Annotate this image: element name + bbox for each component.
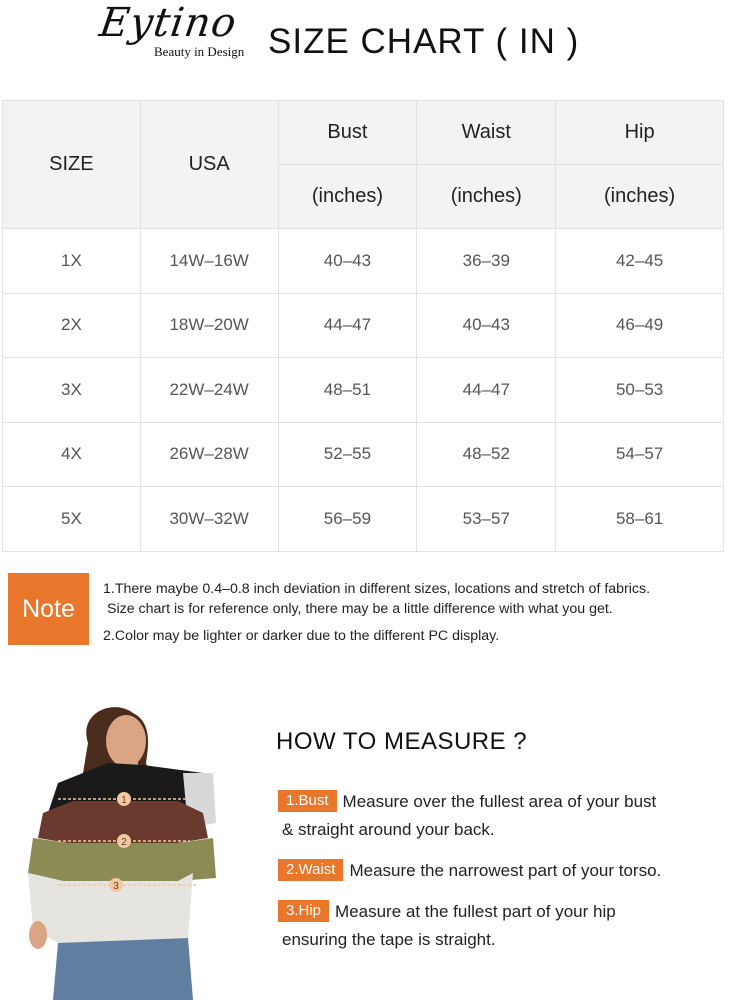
- page-title: SIZE CHART ( IN ): [268, 22, 580, 61]
- cell-usa: 26W–28W: [140, 422, 278, 487]
- size-chart-table: [2, 100, 724, 552]
- cell-bust: 56–59: [278, 487, 417, 552]
- note-line-1: 1.There maybe 0.4–0.8 inch deviation in different sizes, locations and stretch of fabrics.: [103, 581, 651, 597]
- unit-bust: (inches): [278, 165, 417, 229]
- cell-usa: 14W–16W: [140, 229, 278, 294]
- cell-bust: 40–43: [278, 229, 417, 294]
- hip-tag: 3.Hip: [278, 900, 329, 922]
- how-to-measure-title: HOW TO MEASURE ?: [276, 728, 528, 755]
- cell-usa: 18W–20W: [140, 293, 278, 358]
- cell-size: 3X: [3, 358, 141, 423]
- hip-text: Measure at the fullest part of your hip: [335, 902, 616, 921]
- table-row: [3, 358, 724, 423]
- table-header-row: [3, 101, 724, 165]
- note-line-1b: Size chart is for reference only, there may be a little difference with what you get.: [107, 601, 613, 617]
- svg-text:1: 1: [121, 795, 127, 806]
- note-line-2: 2.Color may be lighter or darker due to the different PC display.: [103, 628, 500, 644]
- bust-text: Measure over the fullest area of your bust: [342, 792, 657, 811]
- header-hip: Hip: [556, 101, 724, 165]
- brand-logo: [96, 0, 250, 70]
- table-row: [3, 487, 724, 552]
- note-text: [103, 579, 731, 646]
- cell-waist: 48–52: [417, 422, 556, 487]
- bust-tag: 1.Bust: [278, 790, 337, 812]
- cell-bust: 52–55: [278, 422, 417, 487]
- measure-bust: [278, 788, 728, 844]
- header: [0, 0, 731, 90]
- cell-waist: 44–47: [417, 358, 556, 423]
- cell-size: 4X: [3, 422, 141, 487]
- cell-bust: 48–51: [278, 358, 417, 423]
- cell-waist: 36–39: [417, 229, 556, 294]
- marker-3: [109, 878, 123, 892]
- bust-text-cont: & straight around your back.: [282, 820, 495, 839]
- cell-size: 5X: [3, 487, 141, 552]
- table-row: [3, 422, 724, 487]
- table-row: [3, 293, 724, 358]
- waist-text: Measure the narrowest part of your torso.: [349, 861, 662, 880]
- svg-text:2: 2: [121, 837, 127, 848]
- header-bust: Bust: [278, 101, 417, 165]
- cell-hip: 46–49: [556, 293, 724, 358]
- hip-text-cont: ensuring the tape is straight.: [282, 930, 496, 949]
- measure-hip: [278, 898, 728, 954]
- cell-hip: 50–53: [556, 358, 724, 423]
- table-row: [3, 229, 724, 294]
- header-size: SIZE: [3, 101, 141, 229]
- cell-hip: 54–57: [556, 422, 724, 487]
- svg-text:3: 3: [113, 881, 119, 892]
- cell-hip: 58–61: [556, 487, 724, 552]
- unit-waist: (inches): [417, 165, 556, 229]
- logo-script: Eytino: [96, 0, 240, 46]
- measure-waist: [278, 857, 728, 885]
- model-photo: [18, 703, 218, 1000]
- unit-hip: (inches): [556, 165, 724, 229]
- cell-usa: 22W–24W: [140, 358, 278, 423]
- cell-size: 1X: [3, 229, 141, 294]
- waist-tag: 2.Waist: [278, 859, 343, 881]
- note-badge: Note: [8, 573, 89, 645]
- cell-size: 2X: [3, 293, 141, 358]
- cell-waist: 53–57: [417, 487, 556, 552]
- cell-bust: 44–47: [278, 293, 417, 358]
- header-waist: Waist: [417, 101, 556, 165]
- marker-2: [117, 834, 131, 848]
- marker-1: [117, 792, 131, 806]
- logo-tagline: Beauty in Design: [154, 44, 245, 59]
- header-usa: USA: [140, 101, 278, 229]
- cell-hip: 42–45: [556, 229, 724, 294]
- cell-waist: 40–43: [417, 293, 556, 358]
- cell-usa: 30W–32W: [140, 487, 278, 552]
